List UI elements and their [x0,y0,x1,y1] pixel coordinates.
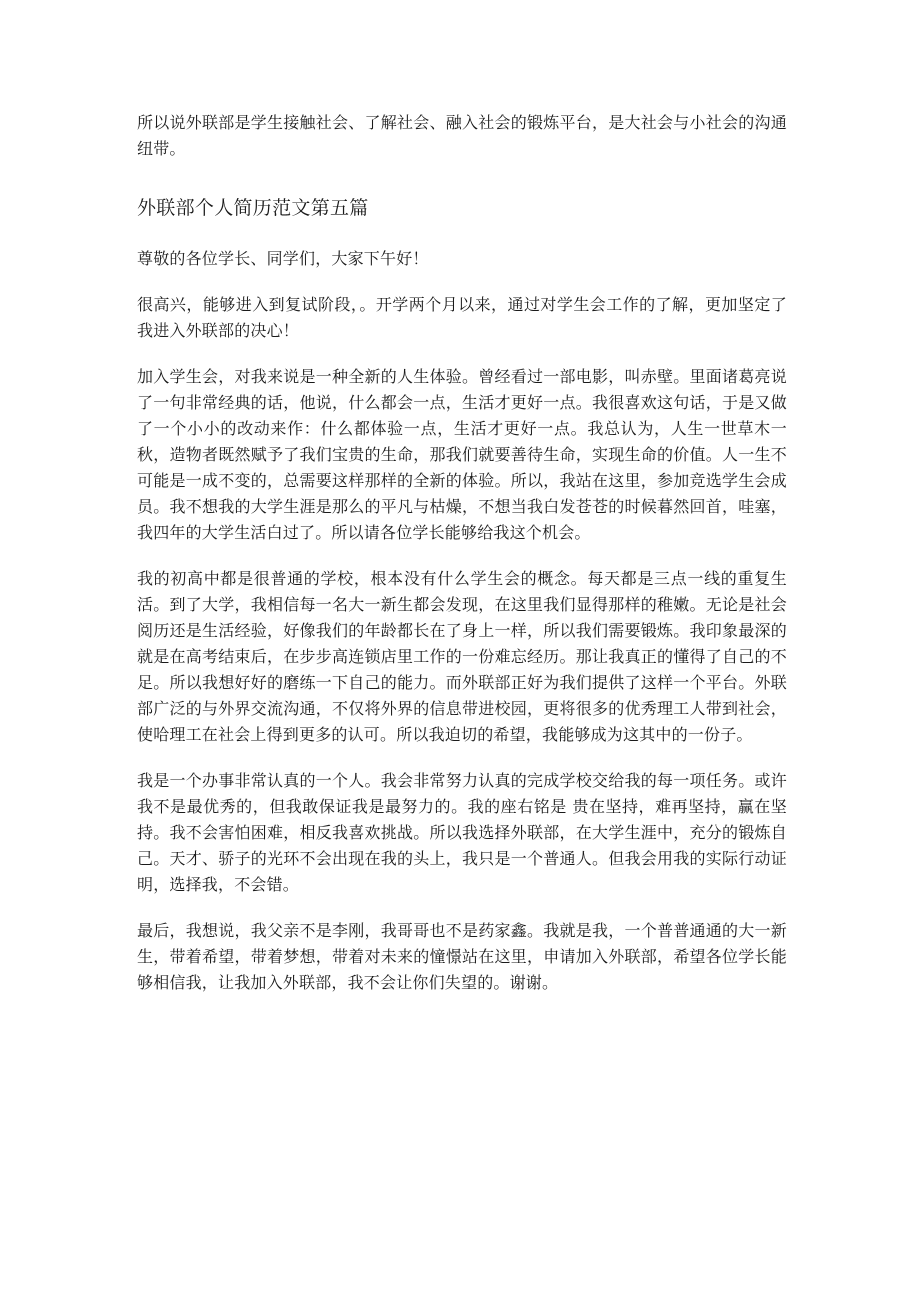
section-heading: 外联部个人简历范文第五篇 [137,197,369,219]
body-paragraph: 我是一个办事非常认真的一个人。我会非常努力认真的完成学校交给我的每一项任务。或许我不是最优秀的，但我敢保证我是最努力的。我的座右铭是 贵在坚持，难再坚持，赢在坚持。我不会害怕困难，相反我喜欢挑战。所以我选择外联部，在大学生涯中，充分的锻炼自己。天才、骄子的光环不会出现在我的头上，我只是一个普通人。但我会用我的实际行动证明，选择我，不会错。 [137,771,787,894]
body-paragraph: 我的初高中都是很普通的学校，根本没有什么学生会的概念。每天都是三点一线的重复生活。到了大学，我相信每一名大一新生都会发现，在这里我们显得那样的稚嫩。无论是社会阅历还是生活经验，好像我们的年龄都长在了身上一样，所以我们需要锻炼。我印象最深的就是在高考结束后，在步步高连锁店里工作的一份难忘经历。那让我真正的懂得了自己的不足。所以我想好好的磨练一下自己的能力。而外联部正好为我们提供了这样一个平台。外联部广泛的与外界交流沟通，不仅将外界的信息带进校园，更将很多的优秀理工人带到社会，使哈理工在社会上得到更多的认可。所以我迫切的希望，我能够成为这其中的一份子。 [137,569,787,744]
document-page [137,110,787,1016]
body-paragraph: 很高兴，能够进入到复试阶段，。开学两个月以来，通过对学生会工作的了解，更加坚定了我进入外联部的决心！ [137,295,787,340]
body-paragraph: 加入学生会，对我来说是一种全新的人生体验。曾经看过一部电影，叫赤壁。里面诸葛亮说了一句非常经典的话，他说，什么都会一点，生活才更好一点。我很喜欢这句话，于是又做了一个小小的改动来作：什么都体验一点，生活才更好一点。我总认为，人生一世草木一秋，造物者既然赋予了我们宝贵的生命，那我们就要善待生命，实现生命的价值。人一生不可能是一成不变的，总需要这样那样的全新的体验。所以，我站在这里，参加竞选学生会成员。我不想我的大学生涯是那么的平凡与枯燥，不想当我白发苍苍的时候暮然回首，哇塞，我四年的大学生活白过了。所以请各位学长能够给我这个机会。 [137,367,787,542]
closing-paragraph: 最后，我想说，我父亲不是李刚，我哥哥也不是药家鑫。我就是我，一个普普通通的大一新生，带着希望，带着梦想，带着对未来的憧憬站在这里，申请加入外联部，希望各位学长能够相信我，让我加入外联部，我不会让你们失望的。谢谢。 [137,921,787,992]
intro-paragraph: 所以说外联部是学生接触社会、了解社会、融入社会的锻炼平台，是大社会与小社会的沟通纽带。 [137,113,787,158]
greeting-paragraph: 尊敬的各位学长、同学们，大家下午好！ [137,249,429,268]
